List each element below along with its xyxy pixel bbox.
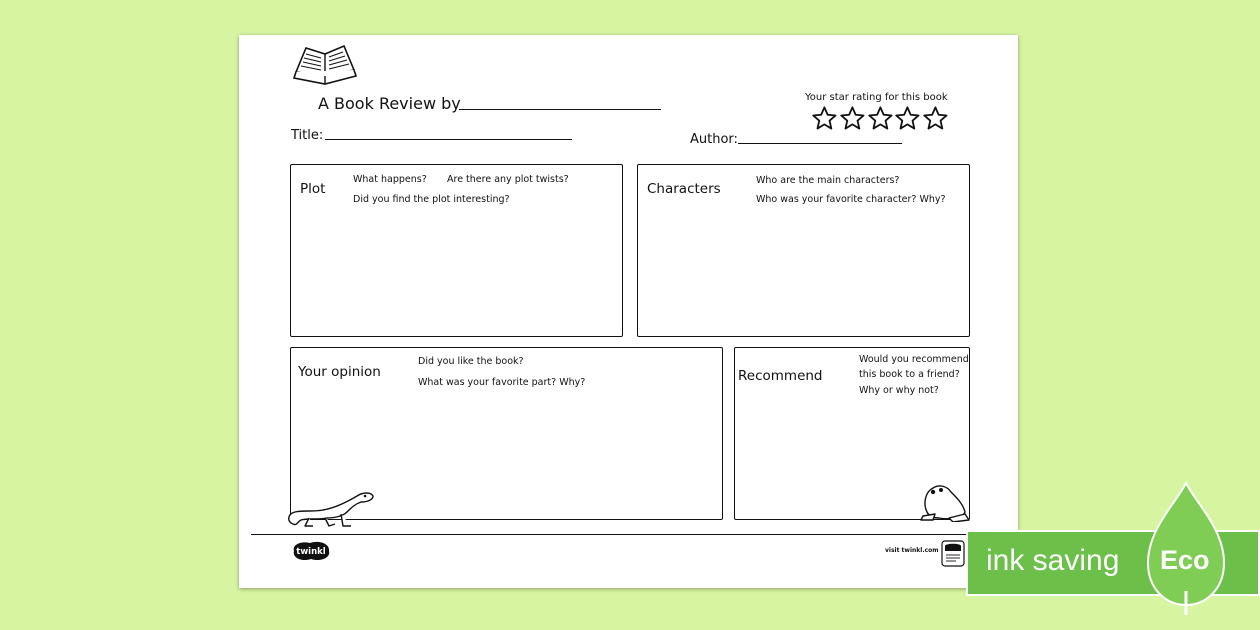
plot-box[interactable] — [290, 164, 623, 337]
star-outline-icon[interactable] — [811, 105, 838, 132]
ink-saving-label: ink saving — [986, 544, 1120, 577]
star-outline-icon[interactable] — [867, 105, 894, 132]
author-line[interactable] — [738, 143, 902, 144]
opinion-question: Did you like the book? — [418, 356, 524, 367]
star-outline-icon[interactable] — [839, 105, 866, 132]
recommend-question: this book to a friend? — [859, 369, 960, 380]
recommend-question: Why or why not? — [859, 385, 939, 396]
author-label: Author: — [690, 132, 738, 147]
plot-question: Are there any plot twists? — [447, 174, 569, 185]
plot-question: What happens? — [353, 174, 427, 185]
characters-title: Characters — [647, 181, 721, 197]
title-line[interactable] — [325, 139, 572, 140]
open-book-icon — [292, 42, 358, 88]
plot-question: Did you find the plot interesting? — [353, 194, 510, 205]
twinkl-logo — [290, 540, 332, 562]
plot-title: Plot — [300, 181, 326, 197]
lizard-illustration — [285, 488, 375, 530]
star-outline-icon[interactable] — [894, 105, 921, 132]
characters-box[interactable] — [637, 164, 970, 337]
opinion-question: What was your favorite part? Why? — [418, 377, 586, 388]
reviewer-name-line[interactable] — [459, 109, 661, 110]
eco-label: Eco — [1160, 545, 1210, 575]
characters-question: Who are the main characters? — [756, 175, 900, 186]
recommend-question: Would you recommend — [859, 354, 969, 365]
frog-illustration — [919, 482, 971, 522]
page-title: A Book Review by — [318, 94, 461, 113]
title-label: Title: — [291, 128, 324, 143]
opinion-title: Your opinion — [298, 364, 381, 380]
rating-label: Your star rating for this book — [805, 92, 948, 103]
twinkl-logo-text: twinkl — [296, 547, 326, 557]
recommend-title: Recommend — [738, 368, 823, 384]
visit-link[interactable]: visit twinkl.com — [885, 547, 939, 554]
star-rating[interactable] — [811, 105, 949, 133]
characters-question: Who was your favorite character? Why? — [756, 194, 946, 205]
quality-badge — [941, 540, 965, 567]
footer-divider — [251, 534, 1006, 535]
star-outline-icon[interactable] — [922, 105, 949, 132]
worksheet-page — [239, 35, 1018, 588]
